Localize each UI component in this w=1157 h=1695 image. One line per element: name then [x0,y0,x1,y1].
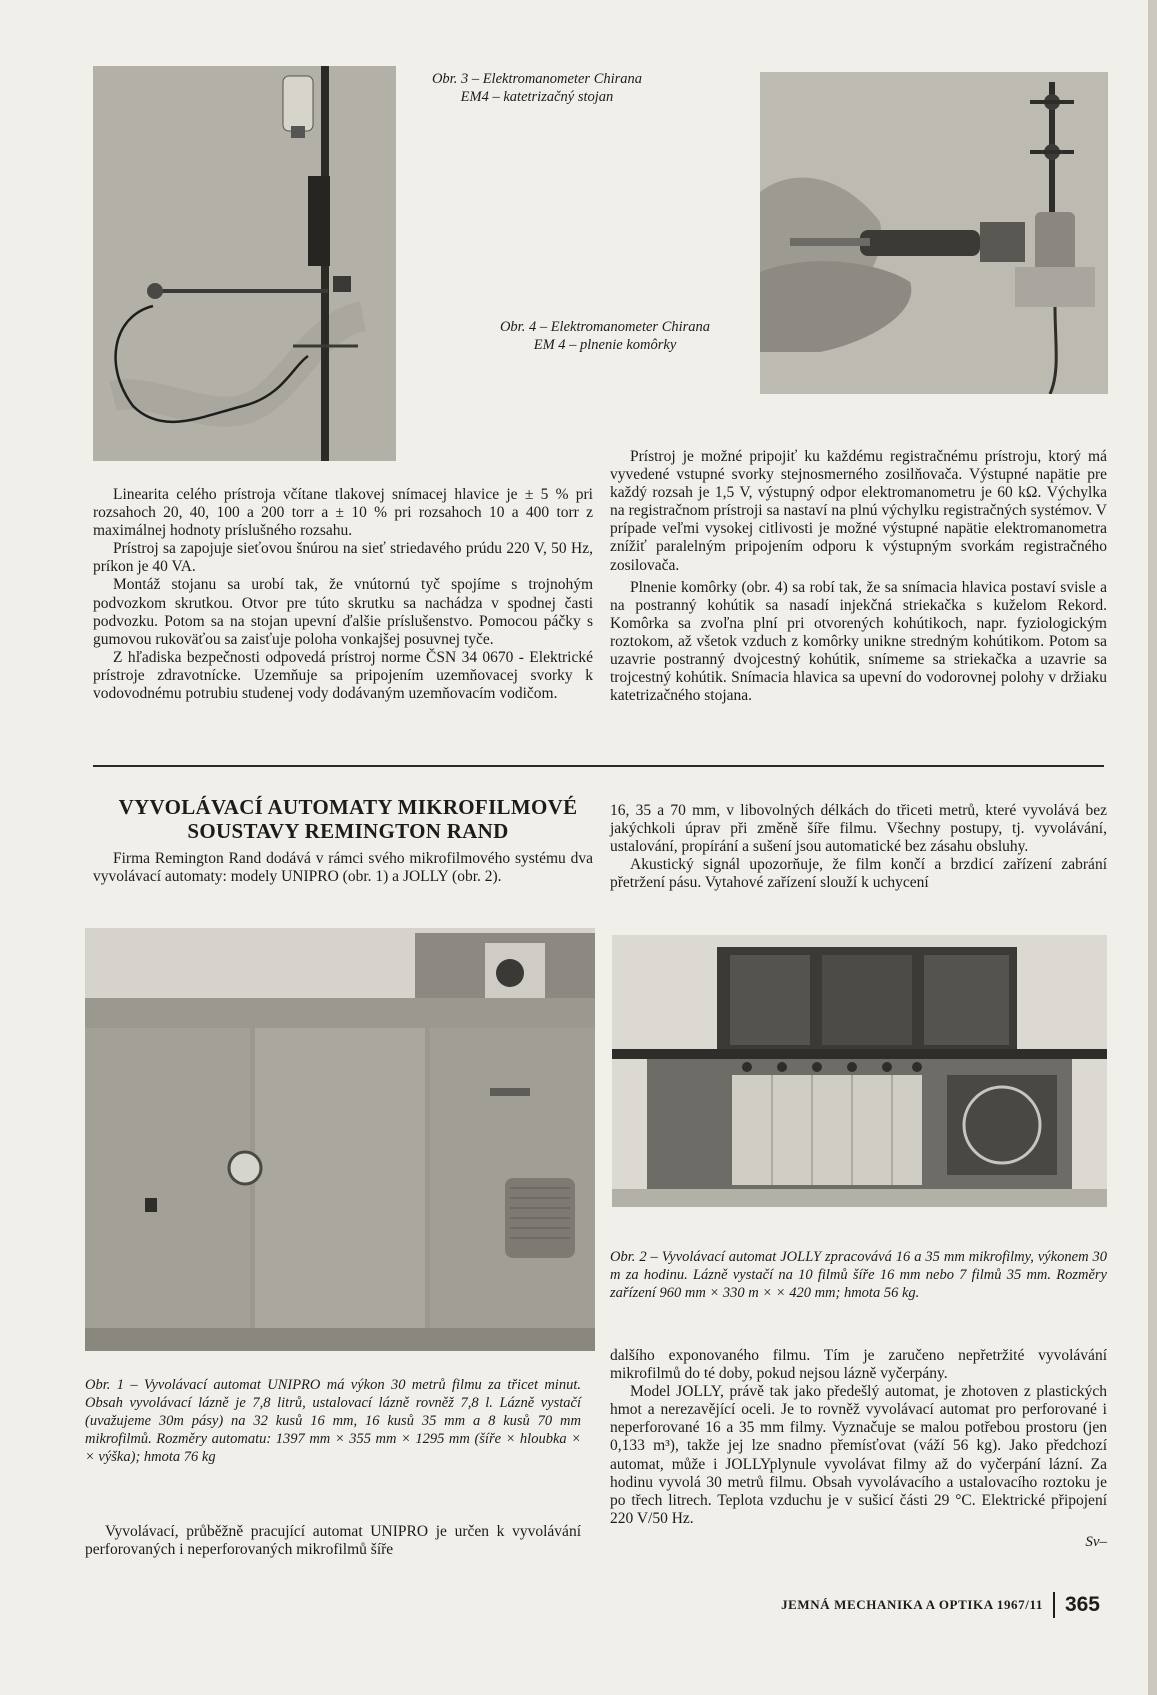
author-signoff: Sv– [1085,1533,1107,1550]
paragraph: Prístroj sa zapojuje sieťovou šnúrou na sieť striedavého prúdu 220 V, 50 Hz, príkon je 40 VA. [93,540,593,576]
photo-fig2-jolly [612,935,1107,1207]
caption-fig1: Obr. 1 – Vyvolávací automat UNIPRO má výkon 30 metrů filmu za třicet minut. Obsah vyvolávací lázně je 7,8 litrů, ustalovací lázně rovněž 7,8 l. Lázně vystačí (uvažujeme 30m pásy) na 32 kusů 16 mm, 16 kusů 35 mm a 8 kusů 70 mm mikrofilmů. Rozměry automatu: 1397 mm × 355 mm × 1295 mm (šíře × hloubka × × výška); hmota 76 kg [85,1377,581,1465]
page-number: 365 [1064,1593,1100,1616]
paragraph: dalšího exponovaného filmu. Tím je zaručeno nepřetržité vyvolávání mikrofilmů do té doby, pokud nejsou lázně vyčerpány. [610,1347,1107,1383]
top-right-column [610,448,1107,705]
article-heading: VYVOLÁVACÍ AUTOMATY MIKROFILMOVÉ SOUSTAVY REMINGTON RAND [118,795,578,843]
article-right-bottom [610,1347,1107,1551]
article-right-top [610,802,1107,892]
paragraph: Montáž stojanu sa urobí tak, že vnútornú tyč spojíme s trojnohým podvozkom skrutkou. Otvor pre túto skrutku sa nachádza v spodnej časti podvozku. Potom sa na stojan upevní ďalšie príslušenstvo. Pomocou páčky s gumovou rukoväťou sa zaisťuje poloha vonkajšej posuvnej tyče. [93,576,593,648]
section-divider [93,765,1104,767]
paragraph: Prístroj je možné pripojiť ku každému registračnému prístroju, ktorý má vyvedené vstupné svorky stejnosmerného zosilňovača. Výstupné napätie pre každý rozsah je 1,5 V, výstupný odpor elektromanometru je 60 kΩ. Výchylka na registračnom prístroji sa nastaví na plnú výchylku registračných systémov. V prípade veľmi vysokej citlivosti je možné výstupné napätie elektromanometra znížiť paralelným pripojením odporu k výstupným svorkám registračného zosilovača. [610,448,1107,574]
article-left-bottom: Vyvolávací, průběžně pracující automat UNIPRO je určen k vyvolávání perforovaných i neperforovaných mikrofilmů šíře [85,1523,581,1559]
journal-title: JEMNÁ MECHANIKA A OPTIKA 1967/11 [781,1597,1043,1612]
paragraph: Linearita celého prístroja včítane tlakovej snímacej hlavice je ± 5 % pri rozsahoch 20, 40, 100 a 200 torr a ± 10 % pri rozsahoch 10 a 400 torr z maximálnej hodnoty príslušného rozsahu. [93,486,593,540]
paragraph: Plnenie komôrky (obr. 4) sa robí tak, že sa snímacia hlavica postaví svisle a na postranný kohútik sa nasadí injekčná striekačka s kuželom Rekord. Komôrka sa zvoľna plní pri otvorených kohútikoch, napr. fyziologickým roztokom, až všetok vzduch z komôrky unikne stredným kohútikom. Potom sa uzavrie postranný dvojcestný kohútik, snímeme sa striekačka a uzavrie sa trojcestný kohútik. Snímacia hlavica sa upevní do vodorovnej polohy v držiaku katetrizačného stojana. [610,578,1107,705]
page-footer [770,1592,1100,1618]
caption-fig2: Obr. 2 – Vyvolávací automat JOLLY zpracovává 16 a 35 mm mikrofilmy, výkonem 30 m za hodinu. Lázně vystačí na 10 filmů šíře 16 mm nebo 7 filmů 35 mm. Rozměry zařízení 960 mm × 330 m × × 420 mm; hmota 56 kg. [610,1249,1107,1301]
paragraph: Akustický signál upozorňuje, že film končí a brzdicí zařízení zabrání přetržení pásu. Vytahové zařízení slouží k uchycení [610,856,1107,892]
caption-fig4: Obr. 4 – Elektromanometer Chirana EM 4 – plnenie komôrky [499,319,711,353]
paragraph: Z hľadiska bezpečnosti odpovedá prístroj norme ČSN 34 0670 - Elektrické prístroje zdravotnícke. Uzemňuje sa pripojením uzemňovacej svorky k vodovodnému potrubiu studenej vody dodávaným uzemňovacím vodičom. [93,648,593,703]
paragraph: Model JOLLY, právě tak jako předešlý automat, je zhotoven z plastických hmot a nerezavějící oceli. Je to rovněž vyvolávací automat pro perforované i neperforované 16 a 35 mm filmy. Vyznačuje se malou potřebou prostoru (jen 0,133 m³), takže jej lze snadno přemísťovat (váží 56 kg). Jako předchozí automat, může i JOLLYplynule vyvolávat filmy až do vyčerpání lázní. Za hodinu vyvolá 30 metrů filmu. Obsah vyvolávacího a ustalovacího roztoku je po třech litrech. Teplota vzduchu je v sušicí části 29 °C. Elektrické připojení 220 V/50 Hz. [610,1383,1107,1527]
photo-fig4-chamber-filling [760,72,1108,394]
article-intro: Firma Remington Rand dodává v rámci svého mikrofilmového systému dva vyvolávací automaty: modely UNIPRO (obr. 1) a JOLLY (obr. 2). [93,850,593,886]
photo-fig1-unipro [85,928,595,1351]
top-left-column [93,486,593,703]
photo-fig3-catheter-stand [93,66,396,461]
caption-fig3: Obr. 3 – Elektromanometer Chirana EM4 – katetrizačný stojan [431,71,643,105]
footer-divider [1053,1592,1055,1618]
paragraph: 16, 35 a 70 mm, v libovolných délkách do třiceti metrů, které vyvolává bez jakýchkoli úprav při změně šíře filmu. Všechny postupy, tj. vyvolávání, ustalování, propírání a sušení jsou automatické bez zásahu obsluhy. [610,802,1107,856]
page-edge [1148,0,1157,1695]
